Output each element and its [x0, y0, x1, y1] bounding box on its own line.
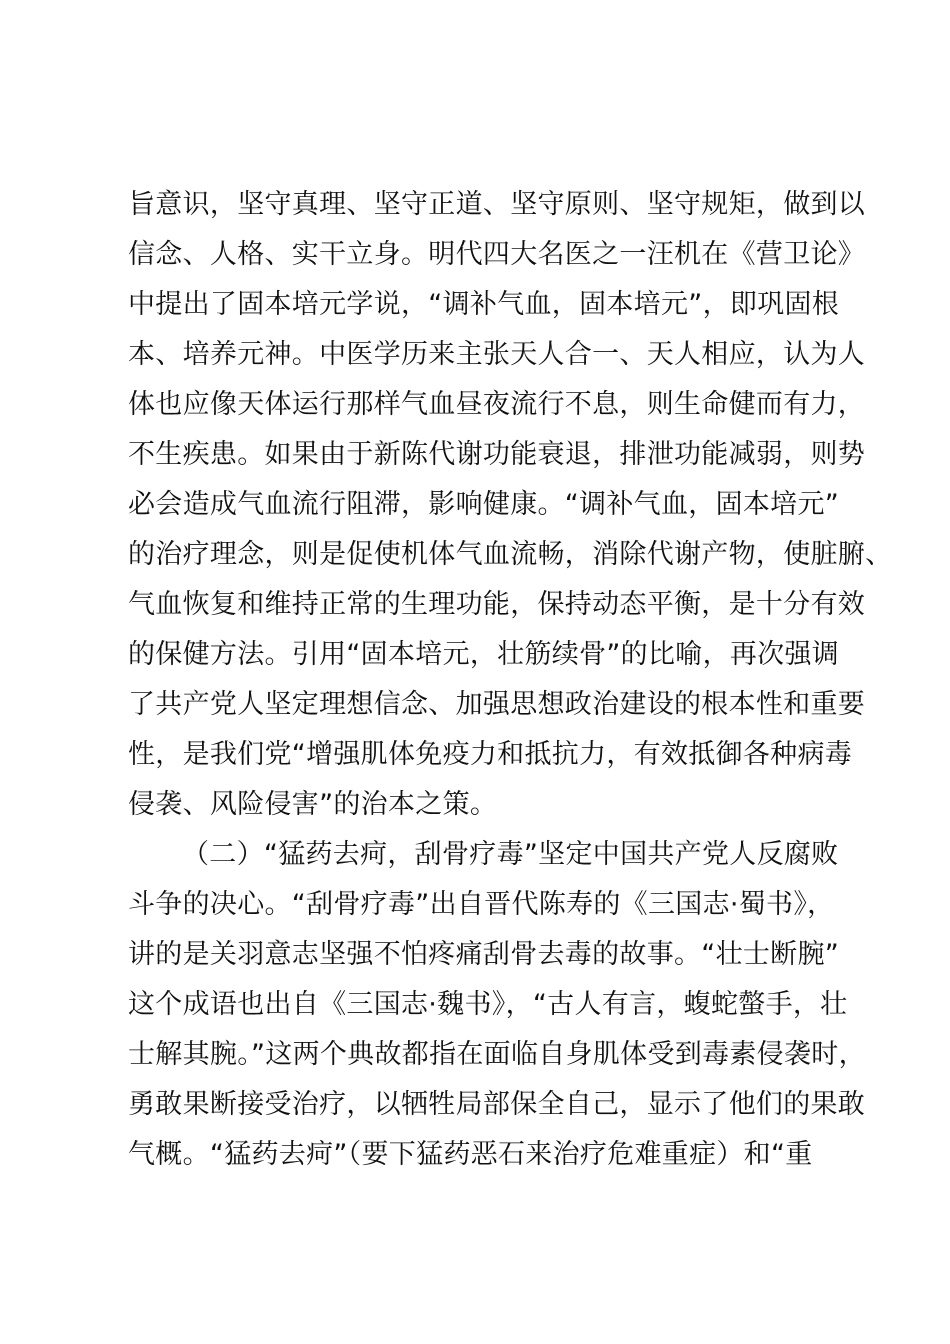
text-line: 气血恢复和维持正常的生理功能，保持动态平衡，是十分有效	[128, 589, 866, 620]
text-line: 中提出了固本培元学说，“调补气血，固本培元”，即巩固根	[128, 289, 840, 320]
section-heading-line: （二）“猛药去疴，刮骨疗毒”坚定中国共产党人反腐败	[182, 839, 839, 870]
text-line: 的治疗理念，则是促使机体气血流畅，消除代谢产物，使脏腑、	[128, 539, 893, 570]
text-line: 信念、人格、实干立身。明代四大名医之一汪机在《营卫论》	[128, 239, 866, 270]
text-line: 体也应像天体运行那样气血昼夜流行不息，则生命健而有力，	[128, 389, 866, 420]
text-line: 必会造成气血流行阻滞，影响健康。“调补气血，固本培元”	[128, 489, 840, 520]
text-line: 侵袭、风险侵害”的治本之策。	[128, 789, 498, 820]
text-line: 的保健方法。引用“固本培元，壮筋续骨”的比喻，再次强调	[128, 639, 840, 670]
text-line: 本、培养元神。中医学历来主张天人合一、天人相应，认为人	[128, 339, 866, 370]
text-line: 性，是我们党“增强肌体免疫力和抵抗力，有效抵御各种病毒	[128, 739, 853, 770]
text-line: 士解其腕。”这两个典故都指在面临自身肌体受到毒素侵袭时，	[128, 1039, 866, 1070]
body-text	[128, 180, 893, 1180]
text-line: 斗争的决心。“刮骨疗毒”出自晋代陈寿的《三国志·蜀书》，	[128, 889, 835, 920]
text-line: 旨意识，坚守真理、坚守正道、坚守原则、坚守规矩，做到以	[128, 189, 866, 220]
text-line: 不生疾患。如果由于新陈代谢功能衰退，排泄功能减弱，则势	[128, 439, 866, 470]
text-line: 勇敢果断接受治疗，以牺牲局部保全自己，显示了他们的果敢	[128, 1089, 866, 1120]
text-line: 讲的是关羽意志坚强不怕疼痛刮骨去毒的故事。“壮士断腕”	[128, 939, 840, 970]
text-line: 气概。“猛药去疴”（要下猛药恶石来治疗危难重症）和“重	[128, 1139, 813, 1170]
text-line: 这个成语也出自《三国志·魏书》，“古人有言，蝮蛇螫手，壮	[128, 989, 848, 1020]
text-line: 了共产党人坚定理想信念、加强思想政治建设的根本性和重要	[128, 689, 866, 720]
